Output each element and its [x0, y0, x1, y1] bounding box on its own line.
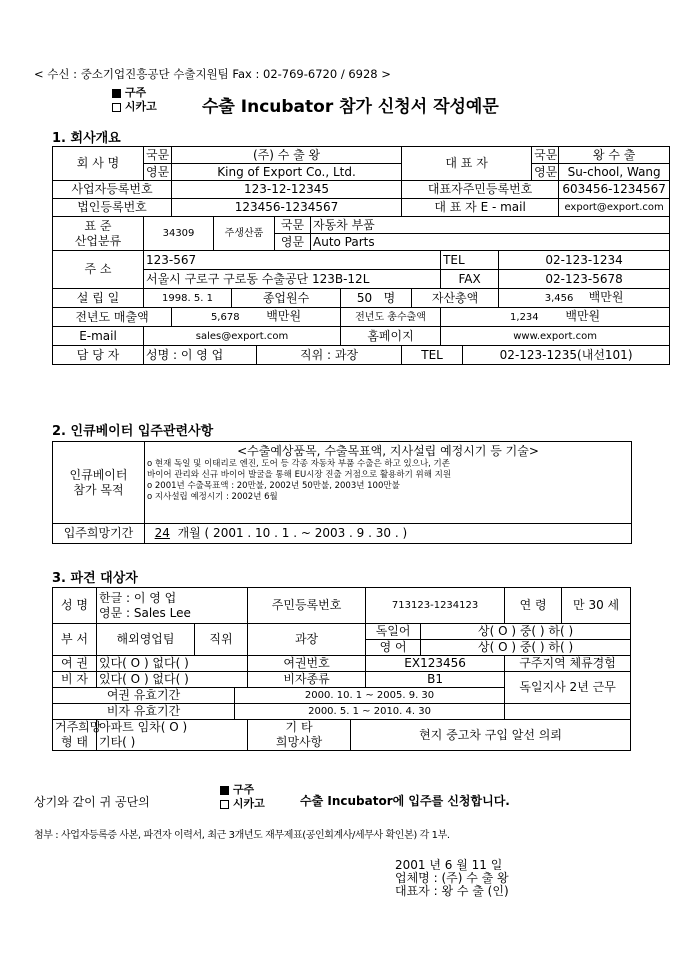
- zip: 123-567: [144, 251, 441, 270]
- contact-label: 담 당 자: [53, 346, 144, 365]
- passport-label: 여 권: [53, 656, 97, 672]
- checkbox-checked-icon: [112, 89, 121, 98]
- tel-label: TEL: [441, 251, 499, 270]
- founded: 1998. 5. 1: [144, 289, 232, 308]
- visa-label: 비 자: [53, 672, 97, 688]
- employees-label: 종업원수: [232, 289, 341, 308]
- other-request: 현지 중고차 구입 알선 의뢰: [351, 720, 631, 751]
- residence-blank: [505, 704, 631, 720]
- name-value: 한글 : 이 영 업 영문 : Sales Lee: [97, 588, 248, 624]
- residence: 독일지사 2년 근무: [505, 672, 631, 704]
- bizno-label: 사업자등록번호: [53, 181, 172, 199]
- position: 과장: [248, 624, 366, 656]
- purpose-line-3: o 2001년 수출목표액 : 20만불, 2002년 50만불, 2003년 100만불: [147, 481, 400, 491]
- kor-label: 국문: [532, 147, 559, 164]
- ceo-kor: 왕 수 출: [559, 147, 670, 164]
- page-title: 수출 Incubator 참가 신청서 작성예문: [202, 97, 499, 117]
- eng-label: 영문: [275, 234, 311, 251]
- export: 1,234 백만원: [441, 308, 670, 327]
- eng-label: 영문: [144, 164, 172, 181]
- address-label: 주 소: [53, 251, 144, 289]
- sales: 5,678 백만원: [172, 308, 341, 327]
- sales-label: 전년도 매출액: [53, 308, 172, 327]
- product-label: 주생산품: [214, 217, 275, 251]
- date: 2001 년 6 월 11 일: [395, 858, 503, 872]
- product-eng: Auto Parts: [311, 234, 670, 251]
- ceo-email: export@export.com: [559, 199, 670, 217]
- option-chicago[interactable]: 시카고: [112, 100, 157, 114]
- contact-tel: 02-123-1235(내선101): [463, 346, 670, 365]
- language-1: 독일어: [366, 624, 421, 640]
- period-label: 입주희망기간: [53, 524, 145, 544]
- purpose-content: [145, 442, 632, 524]
- assets: 3,456 백만원: [499, 289, 670, 308]
- homepage: www.export.com: [441, 327, 670, 346]
- ceo-id: 603456-1234567: [559, 181, 670, 199]
- product-kor: 자동차 부품: [311, 217, 670, 234]
- apply-post: 수출 Incubator에 입주를 신청합니다.: [300, 794, 510, 808]
- kor-label: 국문: [275, 217, 311, 234]
- passport-no-label: 여권번호: [248, 656, 366, 672]
- recipient-line: < 수신 : 중소기업진흥공단 수출지원팀 Fax : 02-769-6720 / 6928 >: [34, 67, 391, 81]
- kor-label: 국문: [144, 147, 172, 164]
- fax: 02-123-5678: [499, 270, 670, 289]
- company-name-label: 회 사 명: [53, 147, 144, 181]
- checkbox-empty-icon: [112, 103, 121, 112]
- address: 서울시 구로구 구로동 수출공단 123B-12L: [144, 270, 441, 289]
- employees: 50 명: [341, 289, 412, 308]
- industry-code: 34309: [144, 217, 214, 251]
- bizno: 123-12-12345: [172, 181, 402, 199]
- footer-option-chicago[interactable]: 시카고: [220, 797, 265, 811]
- signer-ceo: 대표자 : 왕 수 출 (인): [395, 884, 509, 898]
- purpose-line-1: o 현재 독일 및 이태리로 엔진, 도어 등 각종 자동차 부품 수출은 하고 있으나, 기존: [147, 459, 450, 469]
- dept-label: 부 서: [53, 624, 97, 656]
- visa-valid: 2000. 5. 1 ~ 2010. 4. 30: [235, 704, 505, 720]
- housing-label: 거주희망 형 태: [53, 720, 97, 751]
- other-label: 기 타 희망사항: [248, 720, 351, 751]
- purpose-line-2: 바이어 관리와 신규 바이어 발굴을 통해 EU시장 진출 거점으로 활용하기 위해 지원: [147, 470, 452, 480]
- section-3-heading: 3. 파견 대상자: [52, 571, 138, 586]
- purpose-head: <수출예상품목, 수출목표액, 지사설립 예정시기 등 기술>: [237, 444, 539, 458]
- ceo-eng: Su-chool, Wang: [559, 164, 670, 181]
- founded-label: 설 립 일: [53, 289, 144, 308]
- checkbox-empty-icon: [220, 800, 229, 809]
- company-eng: King of Export Co., Ltd.: [172, 164, 402, 181]
- signer-company: 업체명 : (주) 수 출 왕: [395, 871, 509, 885]
- dispatch-table: [52, 587, 631, 751]
- passport-no: EX123456: [366, 656, 505, 672]
- industry-label: 표 준 산업분류: [53, 217, 144, 251]
- age: 만 30 세: [562, 588, 631, 624]
- tel: 02-123-1234: [499, 251, 670, 270]
- assets-label: 자산총액: [412, 289, 499, 308]
- passport-valid-label: 여권 유효기간: [53, 688, 235, 704]
- visa-type-label: 비자종류: [248, 672, 366, 688]
- eng-label: 영문: [532, 164, 559, 181]
- language-2-level: 상( O ) 중( ) 하( ): [421, 640, 631, 656]
- id-label: 주민등록번호: [248, 588, 366, 624]
- language-1-level: 상( O ) 중( ) 하( ): [421, 624, 631, 640]
- visa-has: 있다( O ) 없다( ): [97, 672, 248, 688]
- purpose-label: 인큐베이터 참가 목적: [53, 442, 145, 524]
- visa-valid-label: 비자 유효기간: [53, 704, 235, 720]
- passport-has: 있다( O ) 없다( ): [97, 656, 248, 672]
- signature-block: [395, 859, 509, 898]
- period: 24 개월 ( 2001 . 10 . 1 . ~ 2003 . 9 . 30 . ): [145, 524, 632, 544]
- footer-option-europe[interactable]: 구주: [220, 783, 265, 797]
- export-label: 전년도 총수출액: [341, 308, 441, 327]
- footer-region-options: [220, 783, 265, 811]
- language-2: 영 어: [366, 640, 421, 656]
- contact-tel-label: TEL: [402, 346, 463, 365]
- housing: 아파트 임차( O ) 기타( ): [97, 720, 248, 751]
- option-europe[interactable]: 구주: [112, 86, 157, 100]
- dept: 해외영업팀: [97, 624, 195, 656]
- company-kor: (주) 수 출 왕: [172, 147, 402, 164]
- section-2-heading: 2. 인큐베이터 입주관련사항: [52, 424, 214, 439]
- name-label: 성 명: [53, 588, 97, 624]
- corpno: 123456-1234567: [172, 199, 402, 217]
- homepage-label: 홈페이지: [341, 327, 441, 346]
- ceo-label: 대 표 자: [402, 147, 532, 181]
- ceo-id-label: 대표자주민등록번호: [402, 181, 559, 199]
- attachments: 첨부 : 사업자등록증 사본, 파견자 이력서, 최근 3개년도 재무제표(공인회계사/세무사 확인본) 각 1부.: [34, 830, 450, 841]
- corpno-label: 법인등록번호: [53, 199, 172, 217]
- contact-title: 직위 : 과장: [257, 346, 402, 365]
- residence-label: 구주지역 체류경험: [505, 656, 631, 672]
- email: sales@export.com: [144, 327, 341, 346]
- email-label: E-mail: [53, 327, 144, 346]
- age-label: 연 령: [505, 588, 562, 624]
- position-label: 직위: [195, 624, 248, 656]
- section-1-heading: 1. 회사개요: [52, 131, 121, 146]
- visa-type: B1: [366, 672, 505, 688]
- fax-label: FAX: [441, 270, 499, 289]
- company-table: [52, 146, 670, 365]
- incubator-table: [52, 441, 632, 544]
- checkbox-checked-icon: [220, 786, 229, 795]
- purpose-line-4: o 지사설립 예정시기 : 2002년 6월: [147, 492, 278, 502]
- contact-name: 성명 : 이 영 업: [144, 346, 257, 365]
- passport-valid: 2000. 10. 1 ~ 2005. 9. 30: [235, 688, 505, 704]
- region-options: [112, 86, 157, 114]
- id-number: 713123-1234123: [366, 588, 505, 624]
- apply-pre: 상기와 같이 귀 공단의: [34, 795, 150, 809]
- ceo-email-label: 대 표 자 E - mail: [402, 199, 559, 217]
